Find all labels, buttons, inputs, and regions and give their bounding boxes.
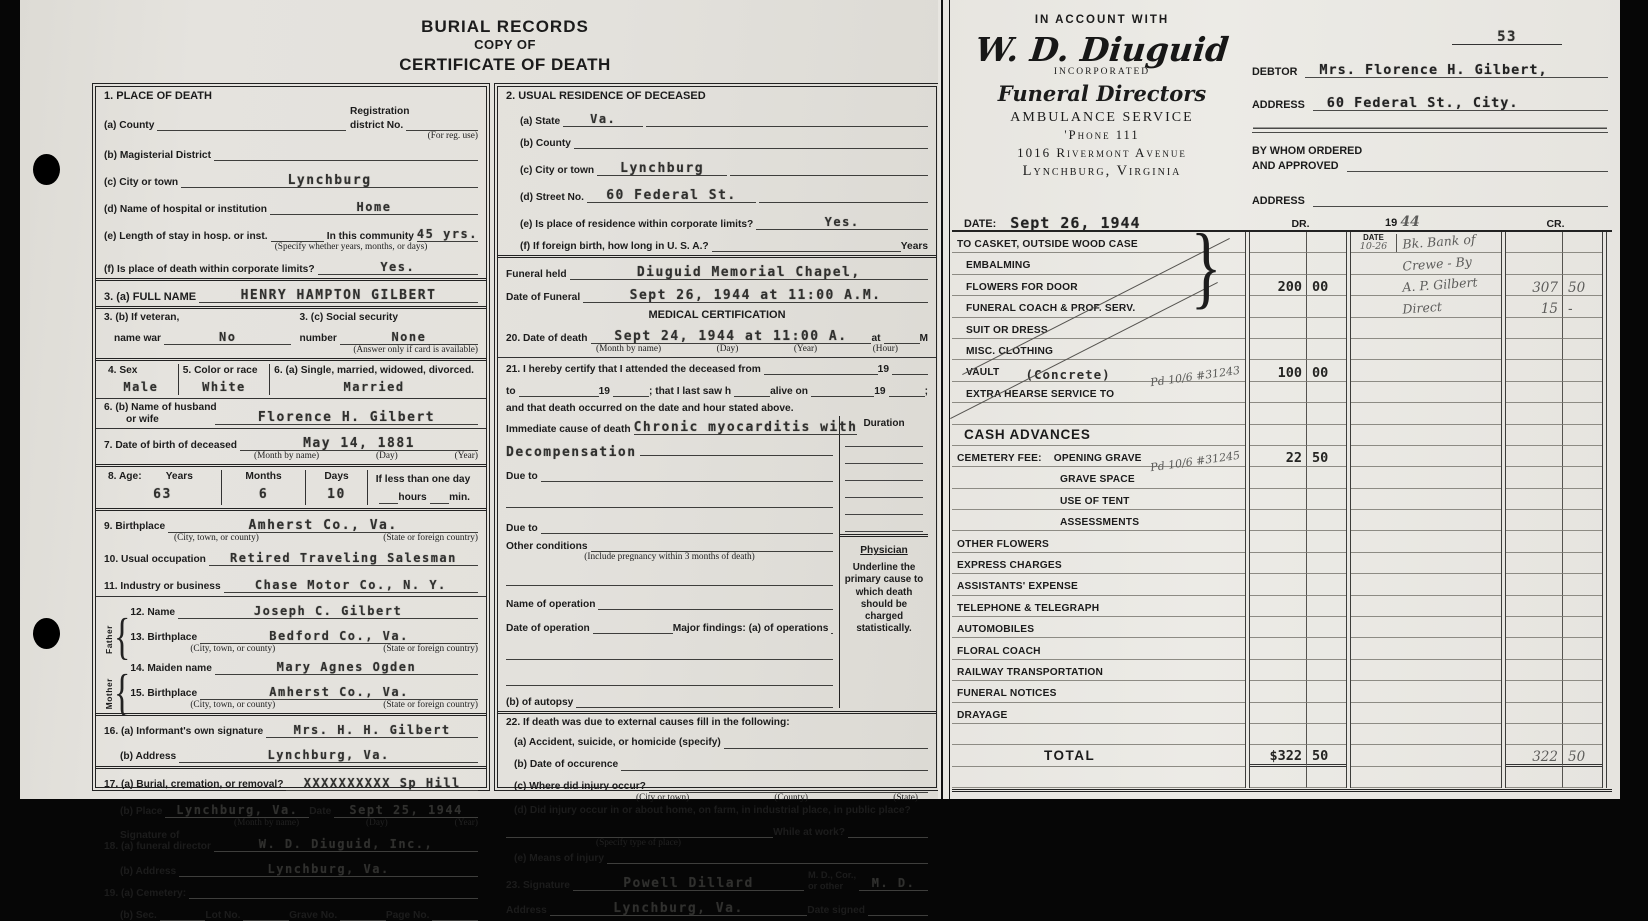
director-address-value: Lynchburg, Va. [267,862,390,877]
debtor-line: DEBTOR Mrs. Florence H. Gilbert, [1252,59,1608,78]
punch-hole [33,154,60,185]
informant-address-value: Lynchburg, Va. [267,747,390,762]
race-value: White [202,380,246,395]
account-row [952,403,1612,424]
field-cause-line-2 [506,441,833,461]
field-length-of-stay: (e) Length of stay in hosp. or inst. In this community 45 yrs. [104,223,478,242]
mother-label: Mother [104,678,114,710]
birthplace-value: Amherst Co., Va. [248,517,398,533]
medical-certification-title: MEDICAL CERTIFICATION [648,309,786,321]
field-accident: (a) Accident, suicide, or homicide (specify) [506,735,928,749]
account-row [952,724,1612,745]
account-date-value: Sept 26, 1944 [1010,214,1141,232]
age-days-value: 10 [327,486,346,502]
cause-value-2: Decompensation [506,445,637,461]
burial-date-value: Sept 25, 1944 [349,802,463,817]
account-row: DRAYAGE [952,703,1612,724]
in-account-with-label: IN ACCOUNT WITH [1034,14,1170,26]
table-bottom-rule [952,789,1612,792]
debtor-value: Mrs. Florence H. Gilbert, [1319,62,1548,78]
marital-value: Married [343,380,405,395]
field-date-of-death: 20. Date of death Sept 24, 1944 at 11:00 A. at M [506,325,928,344]
field-immediate-cause: Immediate cause of death Chronic myocarditis with [506,416,833,435]
field-sex-race-marital: 4. Sex Male 5. Color or race White 6. (a) Single, married, widowed, divorced. Married [104,364,478,395]
field-birthplace: 9. Birthplace Amherst Co., Va. [104,514,478,533]
account-table-header [952,208,1612,232]
field-magisterial-district: (b) Magisterial District [104,147,478,161]
field-injury-place-type: (d) Did injury occur in or about home, on farm, in industrial place, in public place? [514,804,911,816]
account-row: ASSESSMENTS [952,510,1612,531]
field-operation-name: Name of operation [506,596,833,610]
veteran-value: No [219,329,237,344]
field-full-name: 3. (a) FULL NAME HENRY HAMPTON GILBERT [104,284,478,303]
year-label: 19 44 [1385,214,1420,230]
field-occupation: 10. Usual occupation Retired Traveling Salesman [104,547,478,566]
account-row: ASSISTANTS' EXPENSE [952,574,1612,595]
field-burial-type: 17. (a) Burial, cremation, or removal? XXXXXXXXXX Sp Hill [104,772,478,791]
account-row: CASH ADVANCES [952,425,1612,446]
incorporated-label: INCORPORATED [1053,67,1151,77]
field-injury-location: (c) Where did injury occur? [506,779,928,793]
certificate-header [225,16,785,75]
father-label: Father [104,624,114,654]
ordered-by-line: BY WHOM ORDERED AND APPROVED [1252,145,1608,172]
field-cemetery-location: (b) Sec. Lot No. Grave No. Page No. [104,907,478,921]
field-spouse: 6. (b) Name of husband or wife Florence H. Gilbert [104,402,478,425]
duration-physician-sidebar [839,416,928,708]
age-months-value: 6 [258,486,269,502]
debtor-address-line: ADDRESS 60 Federal St., City. [1252,92,1608,111]
account-row: EXTRA HEARSE SERVICE TO [952,382,1612,403]
account-letterhead [954,14,1250,180]
mother-name-value: Mary Agnes Ogden [276,659,417,674]
certificate-left-column: 1. PLACE OF DEATH (a) County Registration district No. (For reg. use) (b) Magisterial District (c) City or town Lynchburg (d) Name of hospital or institution Home (e) Length of stay in hosp. or inst. In this community 45 yrs. (Specify whether years, months, or days) (f) Is place of death within corporate limits? Yes. 3. (a) FULL NAME HENRY HAMPTON GILBERT 3. (b) If veteran, name war No 3. (c) Social security number None (Answer only if card is available) 4. Sex Male 5. Color or race White 6. (a) Single, married, widowed, divorced. Married 6. (b) Name of husband or wife Florence H. Gilbert 7. Date of birth of deceased May 14, 1881 (Month by name) (Day) (Year) 8. Age: Years 63 Months 6 Days 10 If less than one day hours min. 9. Birthplace Amherst Co., Va. (City, town, or county) (State or foreign country) 10. Usual occupation Retired Traveling Salesman 11. Industry or business Chase Motor Co., N. Y. Father { 12. Name Joseph C. Gilbert 13. Birthplace Bedford Co., Va. (City, town, or county) (State or foreign country) Mother { 14. Maiden name Mary Agnes Ogden 15. Birthplace Amherst Co., Va. (City, town, or county) (State or foreign country) 16. (a) Informant's own signature Mrs. H. H. Gilbert (b) Address Lynchburg, Va. 17. (a) Burial, cremation, or removal? XXXXXXXXXX Sp Hill (b) Place Lynchburg, Va. Date Sept 25, 1944 (Month by name) (Day) (Year) Signature of 18. (a) funeral director W. D. Diuguid, Inc., (b) Address Lynchburg, Va. 19. (a) Cemetery: (b) Sec. Lot No. Grave No. Page No. [95,86,487,788]
year-handwritten: 44 [1400,214,1420,230]
father-name-value: Joseph C. Gilbert [253,603,403,618]
certificate-sheet [20,0,938,921]
field-mother-birthplace: 15. Birthplace Amherst Co., Va. [130,681,478,700]
account-total-row: TOTAL $322 50 322 50 [952,745,1612,766]
account-table [952,208,1612,792]
field-state: (a) State Va. [506,108,928,127]
field-operation-date: Date of operation Major findings: (a) of operations [506,620,833,634]
physician-address-value: Lynchburg, Va. [613,901,744,917]
account-row: EXPRESS CHARGES [952,553,1612,574]
field-physician-signature: 23. Signature Powell Dillard M. D., Cor., or other M. D. [506,870,928,891]
sex-value: Male [123,380,159,395]
street-address-label: 1016 Rivermont Avenue [1017,145,1187,160]
industry-value: Chase Motor Co., N. Y. [254,577,447,592]
field-city-or-town: (c) City or town Lynchburg [104,169,478,188]
subtitle-copy-of: COPY OF [474,37,536,53]
section-usual-residence: 2. USUAL RESIDENCE OF DECEASED [506,90,706,102]
account-row: VAULT (Concrete) Pd 10/6 #31243 100 00 [952,360,1612,381]
certify-line-2: to 19 ; that I last saw h alive on 19 ; [506,383,928,397]
field-funeral-held: Funeral held Diuguid Memorial Chapel, [506,261,928,280]
ssn-value: None [391,329,427,344]
field-informant: 16. (a) Informant's own signature Mrs. H. H. Gilbert [104,719,478,738]
field-cemetery: 19. (a) Cemetery: [104,885,478,899]
field-burial-place: (b) Place Lynchburg, Va. Date Sept 25, 1944 [104,799,478,818]
date-of-death-value: Sept 24, 1944 at 11:00 A. [614,329,848,344]
debtor-address-value: 60 Federal St., City. [1326,95,1519,111]
certify-line-3: and that death occurred on the date and hour stated above. [506,403,794,414]
spouse-value: Florence H. Gilbert [257,410,436,426]
field-physician-address: Address Lynchburg, Va. Date signed [506,897,928,916]
field-county: (a) County Registration district No. [104,106,478,131]
firm-name: W. D. Diuguid [973,30,1231,69]
field-funeral-director: Signature of 18. (a) funeral director W. D. Diuguid, Inc., [104,830,478,853]
funeral-date-value: Sept 26, 1944 at 11:00 A.M. [629,288,882,303]
funeral-director-value: W. D. Diuguid, Inc., [258,837,434,852]
field-industry: 11. Industry or business Chase Motor Co., N. Y. [104,574,478,593]
field-street: (d) Street No. 60 Federal St. [506,184,928,203]
physician-label: Physician [860,545,908,557]
field-father-birthplace: 13. Birthplace Bedford Co., Va. [130,625,478,644]
account-row: FUNERAL COACH & PROF. SERV. Direct 15 - [952,296,1612,317]
res-corporate-value: Yes. [824,215,860,229]
field-occurrence-date: (b) Date of occurence [506,757,928,771]
account-row: SUIT OR DRESS [952,318,1612,339]
page-number: 53 [1452,26,1562,45]
field-funeral-date: Date of Funeral Sept 26, 1944 at 11:00 A.M. [506,284,928,303]
medical-block: Immediate cause of death Chronic myocarditis with Decompensation Due to Due to Other conditions (Include pregnancy within 3 months of death) Name of operation Date of operation Major findings: (a) of operations (b) of autopsy Duration Physician Underline the primary cause to which death should be charged statistically. [506,416,928,708]
account-row: RAILWAY TRANSPORTATION [952,660,1612,681]
physician-signature-value: Powell Dillard [623,876,754,892]
registration-label: Registration [350,106,410,117]
punch-hole [33,618,60,649]
physician-note: Underline the primary cause to which death should be charged statistically. [844,562,924,635]
funeral-held-value: Diuguid Memorial Chapel, [636,265,861,280]
account-row: MISC. CLOTHING [952,339,1612,360]
corporate-limits-value: Yes. [380,260,416,275]
community-years-value: 45 yrs. [416,227,478,242]
ambulance-service-label: AMBULANCE SERVICE [1010,110,1194,125]
account-row: TO CASKET, OUTSIDE WOOD CASE DATE 10-26 Bk. Bank of [952,232,1612,253]
blank-rule [1252,129,1608,133]
state-value: Va. [590,112,617,126]
field-hospital: (d) Name of hospital or institution Home [104,196,478,215]
occupation-value: Retired Traveling Salesman [230,550,457,565]
field-autopsy: (b) of autopsy [506,694,833,708]
city-value: Lynchburg [287,173,372,189]
phone-label: 'Phone 111 [1064,128,1140,142]
father-birthplace-value: Bedford Co., Va. [269,628,409,643]
cr-column-label: CR. [1546,218,1565,230]
burial-type-value: XXXXXXXXXX Sp Hill [303,775,461,790]
account-sheet [938,0,1620,799]
account-row: FUNERAL NOTICES [952,681,1612,702]
field-while-at-work: While at work? [506,824,928,838]
field-corporate-limits: (f) Is place of death within corporate limits? Yes. [104,256,478,275]
ordered-address-line: ADDRESS [1252,192,1608,207]
father-brace: { [114,609,131,665]
account-row: OTHER FLOWERS [952,531,1612,552]
city-state-label: Lynchburg, Virginia [1022,163,1182,179]
account-row: AUTOMOBILES [952,617,1612,638]
mother-group: Mother { 14. Maiden name Mary Agnes Ogden 15. Birthplace Amherst Co., Va. (City, town, or county) (State or foreign country) [104,656,478,710]
account-row: TELEPHONE & TELEGRAPH [952,596,1612,617]
page-title: BURIAL RECORDS [421,17,589,36]
duration-label: Duration [863,418,905,430]
full-name-value: HENRY HAMPTON GILBERT [240,288,437,304]
account-row: CEMETERY FEE: OPENING GRAVE Pd 10/6 #31245 22 50 [952,446,1612,467]
father-group: Father { 12. Name Joseph C. Gilbert 13. Birthplace Bedford Co., Va. (City, town, or county) (State or foreign country) [104,600,478,654]
street-value: 60 Federal St. [606,188,737,203]
dob-value: May 14, 1881 [303,436,415,452]
field-mother-name: 14. Maiden name Mary Agnes Ogden [130,656,478,675]
account-debtor-block [1252,26,1608,207]
casket-group-brace: } [1190,215,1222,317]
account-row: GRAVE SPACE [952,467,1612,488]
field-res-county: (b) County [506,135,928,149]
field-means-of-injury: (e) Means of injury [506,850,928,864]
burial-place-value: Lynchburg, Va. [176,802,299,817]
date-label: DATE: [964,218,997,230]
subtitle-certificate: CERTIFICATE OF DEATH [399,54,611,74]
md-value: M. D. [871,876,916,891]
res-city-value: Lynchburg [620,161,705,176]
field-age: 8. Age: Years 63 Months 6 Days 10 If less than one day hours min. [104,470,478,504]
age-years-value: 63 [153,486,172,502]
binding-edge-rule [941,0,950,799]
certify-line-1: 21. I hereby certify that I attended the deceased from 19 [506,361,928,375]
field-due-to-2: Due to [506,520,833,534]
funeral-directors-label: Funeral Directors [997,81,1207,106]
field-res-city: (c) City or town Lynchburg [506,157,928,176]
field-foreign-birth: (f) If foreign birth, how long in U. S. A.? Years [506,238,928,252]
field-other-conditions: Other conditions [506,538,833,552]
cause-value: Chronic myocarditis with [633,420,858,436]
field-veteran-ss: 3. (b) If veteran, name war No 3. (c) Social security number None [104,312,478,344]
account-row: USE OF TENT [952,489,1612,510]
reg-use-note: (For reg. use) [427,131,478,142]
field-res-corporate: (e) Is place of residence within corporate limits? Yes. [506,211,928,230]
certificate-middle-column: 2. USUAL RESIDENCE OF DECEASED (a) State Va. (b) County (c) City or town Lynchburg (d) Street No. 60 Federal St. (e) Is place of residence within corporate limits? Yes. (f) If foreign birth, how long in U. S. A.? Years Funeral held Diuguid Memorial Chapel, Date of Funeral Sept 26, 1944 at 11:00 A.M. MEDICAL CERTIFICATION 20. Date of death Sept 24, 1944 at 11:00 A. at M (Month by name) (Day) (Year) (Hour) 21. I hereby certify that I attended the deceased from 19 to 19 ; that I last saw h alive on 19 ; and that death occurred on the date and hour stated above. Immediate cause of death Chronic myocarditis with Decompensation Due to Due to Other conditions (Include pregnancy within 3 months of death) Name of operation Date of operation Major findings: (a) of operations (b) of autopsy Duration Physician Underline the primary cause to which death should be charged statistically. 22. If death was due to external causes fill in the following: (a) Accident, suicide, or homicide (specify) (b) Date of occurence (c) Where did injury occur? (City or town) (County) (State) (d) Did injury occur in or about home, on farm, in industrial place, in public place? While at work? (Specify type of place) (e) Means of injury 23. Signature Powell Dillard M. D., Cor., or other M. D. Address Lynchburg, Va. Date signed [497,86,937,788]
section-place-of-death: 1. PLACE OF DEATH [104,90,212,102]
informant-value: Mrs. H. H. Gilbert [293,722,451,737]
section-external-causes: 22. If death was due to external causes fill in the following: [506,717,790,729]
account-row: FLOWERS FOR DOOR 200 00 A. P. Gilbert 307 50 [952,275,1612,296]
mother-birthplace-value: Amherst Co., Va. [269,684,409,699]
field-director-address: (b) Address Lynchburg, Va. [104,858,478,877]
hospital-value: Home [356,200,392,215]
field-due-to-1: Due to [506,468,833,482]
mother-brace: { [114,665,131,721]
field-date-of-birth: 7. Date of birth of deceased May 14, 1881 [104,432,478,451]
account-row: FLORAL COACH [952,638,1612,659]
dr-column-label: DR. [1291,218,1310,230]
field-informant-address: (b) Address Lynchburg, Va. [104,744,478,763]
account-row: EMBALMING Crewe - By [952,253,1612,274]
account-row [952,767,1612,788]
field-father-name: 12. Name Joseph C. Gilbert [130,600,478,619]
